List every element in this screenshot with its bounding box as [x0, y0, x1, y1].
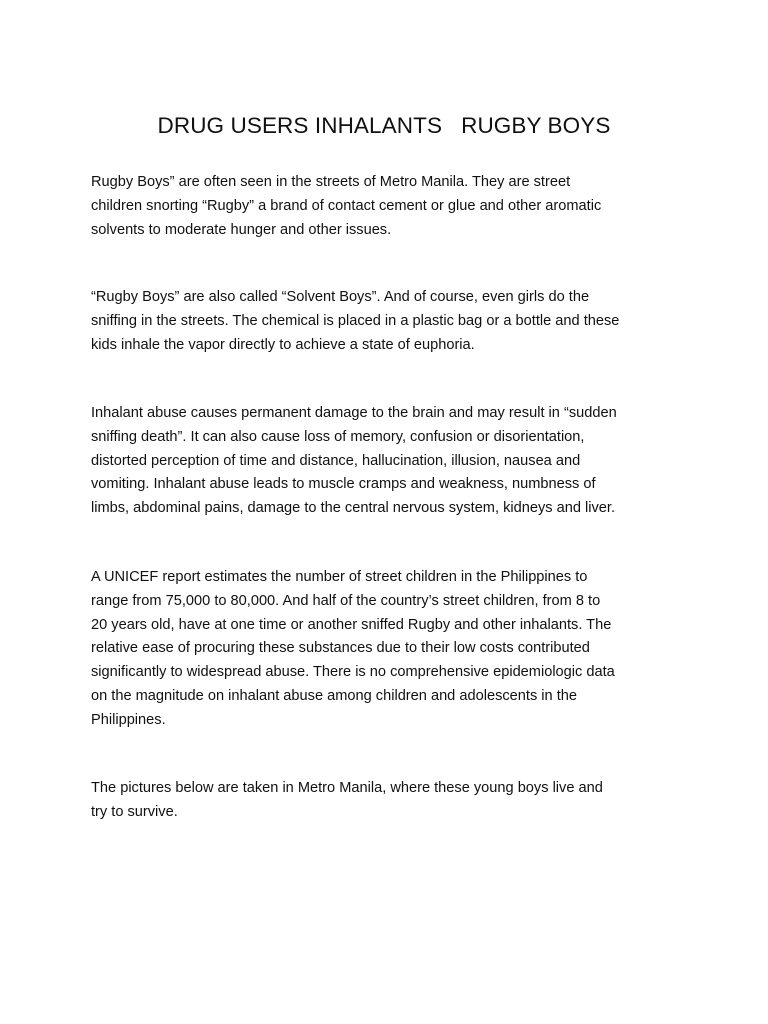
paragraph-unicef-report: [91, 566, 691, 733]
paragraph-line: sniffing death”. It can also cause loss of memory, confusion or disorientation,: [91, 428, 585, 445]
paragraph-line: children snorting “Rugby” a brand of contact cement or glue and other aromatic: [91, 197, 602, 214]
paragraph-line: sniffing in the streets. The chemical is placed in a plastic bag or a bottle and these: [91, 312, 620, 329]
paragraph-line: A UNICEF report estimates the number of street children in the Philippines to: [91, 569, 588, 585]
paragraph-line: Rugby Boys” are often seen in the streets of Metro Manila. They are street: [91, 174, 571, 190]
paragraph-line: relative ease of procuring these substances due to their low costs contributed: [91, 640, 590, 657]
paragraph-line: vomiting. Inhalant abuse leads to muscle cramps and weakness, numbness of: [91, 476, 596, 493]
paragraph-line: significantly to widespread abuse. There is no comprehensive epidemiologic data: [91, 664, 615, 681]
paragraph-line: The pictures below are taken in Metro Manila, where these young boys live and: [91, 780, 603, 796]
paragraph-line: solvents to moderate hunger and other issues.: [91, 221, 392, 238]
paragraph-line: 20 years old, have at one time or another sniffed Rugby and other inhalants. The: [91, 616, 612, 633]
paragraph-line: Philippines.: [91, 711, 166, 728]
paragraph-pictures-note: [91, 777, 691, 825]
paragraph-line: try to survive.: [91, 803, 178, 820]
paragraph-line: Inhalant abuse causes permanent damage to the brain and may result in “sudden: [91, 405, 617, 421]
paragraph-rugby-boys-intro: [91, 171, 691, 242]
paragraph-solvent-boys: [91, 286, 691, 357]
paragraph-inhalant-abuse-effects: [91, 402, 691, 521]
paragraph-line: distorted perception of time and distance, hallucination, illusion, nausea and: [91, 452, 581, 469]
document-title: DRUG USERS INHALANTS RUGBY BOYS: [157, 113, 611, 139]
paragraph-line: on the magnitude on inhalant abuse among children and adolescents in the: [91, 687, 577, 704]
paragraph-line: limbs, abdominal pains, damage to the central nervous system, kidneys and liver.: [91, 500, 616, 517]
paragraph-line: “Rugby Boys” are also called “Solvent Boys”. And of course, even girls do the: [91, 289, 590, 305]
paragraph-line: kids inhale the vapor directly to achieve a state of euphoria.: [91, 336, 475, 353]
paragraph-line: range from 75,000 to 80,000. And half of the country’s street children, from 8 to: [91, 592, 601, 609]
